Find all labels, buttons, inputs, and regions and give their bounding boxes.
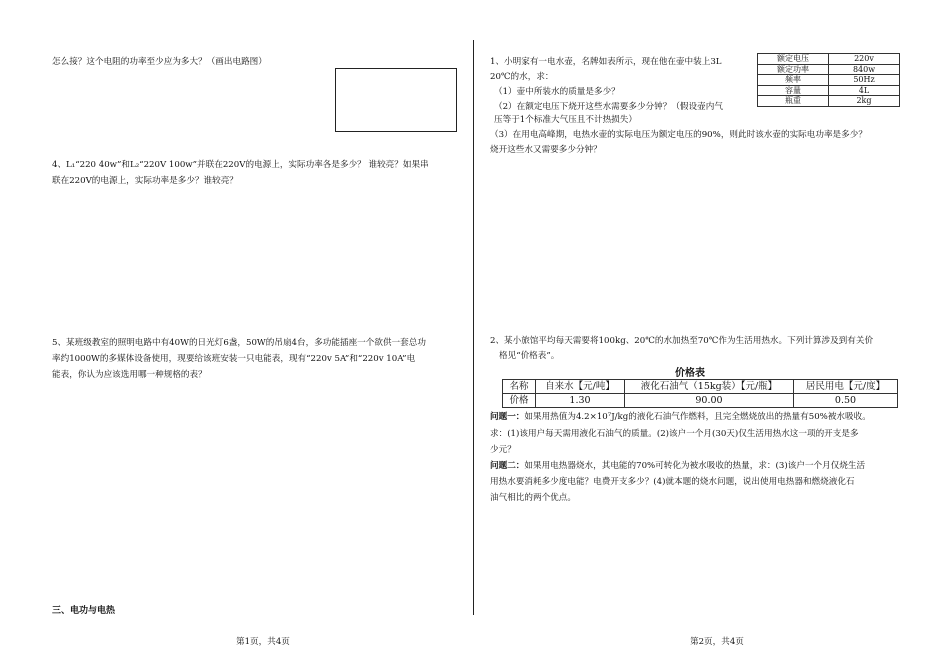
table-row	[758, 75, 900, 86]
table-cell: 1.30	[536, 394, 625, 408]
header-cell: 居民用电【元/度】	[794, 380, 898, 394]
question-2-line-2: 格见“价格表”。	[499, 351, 560, 361]
header-cell: 液化石油气（15kg装）【元/瓶】	[625, 380, 794, 394]
table-cell: 价格	[503, 394, 536, 408]
page-footer-right: 第2页，共4页	[690, 637, 744, 647]
price-table-title: 价格表	[675, 368, 705, 379]
problem-1-label: 问题一：	[490, 412, 525, 422]
section-heading: 三、电功与电热	[52, 606, 116, 616]
question-4-line-2: 联在220V的电源上，实际功率是多少？谁较亮？	[52, 176, 238, 186]
question-5-line-1: 5、某班级教室的照明电路中有40W的日光灯6盏，50W的吊扇4台，多功能插座一个欲供一套总功	[52, 338, 426, 348]
question-5-line-3: 能表，你认为应该选用哪一种规格的表？	[52, 370, 207, 380]
problem-1-line-2: 求：(1)该用户每天需用液化石油气的质量。(2)该户一个月(30天)仅生活用热水这一项的开支是多	[490, 429, 859, 439]
spec-key: 频率	[758, 75, 829, 86]
header-cell: 名称	[503, 380, 536, 394]
problem-1-line-1	[490, 411, 871, 423]
question-5-line-2: 率约1000W的多媒体设备使用，现要给该班安装一只电能表，现有“220v 5A”和“220v 10A”电	[52, 354, 416, 364]
page-divider	[473, 40, 474, 615]
spec-key: 额定功率	[758, 64, 829, 75]
spec-key: 容量	[758, 85, 829, 96]
problem-2-line-3: 油气相比的两个优点。	[490, 493, 576, 503]
table-row	[758, 96, 900, 107]
problem-2-line-1	[490, 460, 865, 472]
spec-value: 4L	[829, 85, 900, 96]
question-1-part-2: （2）在额定电压下烧开这些水需要多少分钟？（假设壶内气	[494, 102, 723, 112]
problem-2-line-2: 用热水要消耗多少度电能？电费开支多少？(4)就本题的烧水问题，说出使用电热器和燃烧液化石	[490, 477, 855, 487]
spec-value: 220v	[829, 54, 900, 65]
circuit-drawing-box	[335, 68, 457, 132]
spec-key: 瓶重	[758, 96, 829, 107]
question-1-part-3: （3）在用电高峰期，电热水壶的实际电压为额定电压的90%，则此时该水壶的实际电功率是多少？	[490, 130, 867, 140]
question-3-continuation: 怎么接？这个电阻的功率至少应为多大？（画出电路图）	[52, 57, 267, 67]
spec-value: 840w	[829, 64, 900, 75]
question-1-line-2: 20℃的水，求：	[490, 72, 554, 82]
page-footer-left: 第1页，共4页	[236, 637, 290, 647]
spec-key: 额定电压	[758, 54, 829, 65]
table-row	[503, 394, 898, 408]
table-cell: 0.50	[794, 394, 898, 408]
spec-value: 2kg	[829, 96, 900, 107]
table-row	[758, 64, 900, 75]
price-table	[502, 379, 898, 408]
problem-1-text: 如果用热值为4.2×10⁷J/kg的液化石油气作燃料，且完全燃烧放出的热量有50%被水吸收。	[524, 412, 871, 422]
problem-2-label: 问题二：	[490, 461, 525, 471]
question-1-part-3-cont: 烧开这些水又需要多少分钟？	[490, 145, 602, 155]
question-1-line-1: 1、小明家有一电水壶，名牌如表所示，现在他在壶中装上3L	[490, 57, 722, 67]
question-2-line-1: 2、某小旅馆平均每天需要将100kg、20℃的水加热至70℃作为生活用热水。下列计算涉及到有关价	[490, 336, 874, 346]
kettle-spec-table	[757, 53, 900, 107]
table-row	[758, 85, 900, 96]
question-1-part-1: （1）壶中所装水的质量是多少？	[494, 87, 620, 97]
header-cell: 自来水【元/吨】	[536, 380, 625, 394]
spec-value: 50Hz	[829, 75, 900, 86]
question-1-part-2-cont: 压等于1个标准大气压且不计热损失）	[494, 115, 637, 125]
problem-2-text: 如果用电热器烧水，其电能的70%可转化为被水吸收的热量，求：(3)该户一个月仅烧生活	[524, 461, 866, 471]
question-4-line-1: 4、L₁“220 40w”和L₂“220V 100w”并联在220V的电源上，实际功率各是多少？ 谁较亮？如果串	[52, 160, 429, 170]
table-row	[758, 54, 900, 65]
problem-1-line-3: 少元？	[490, 445, 516, 455]
table-header-row	[503, 380, 898, 394]
table-cell: 90.00	[625, 394, 794, 408]
